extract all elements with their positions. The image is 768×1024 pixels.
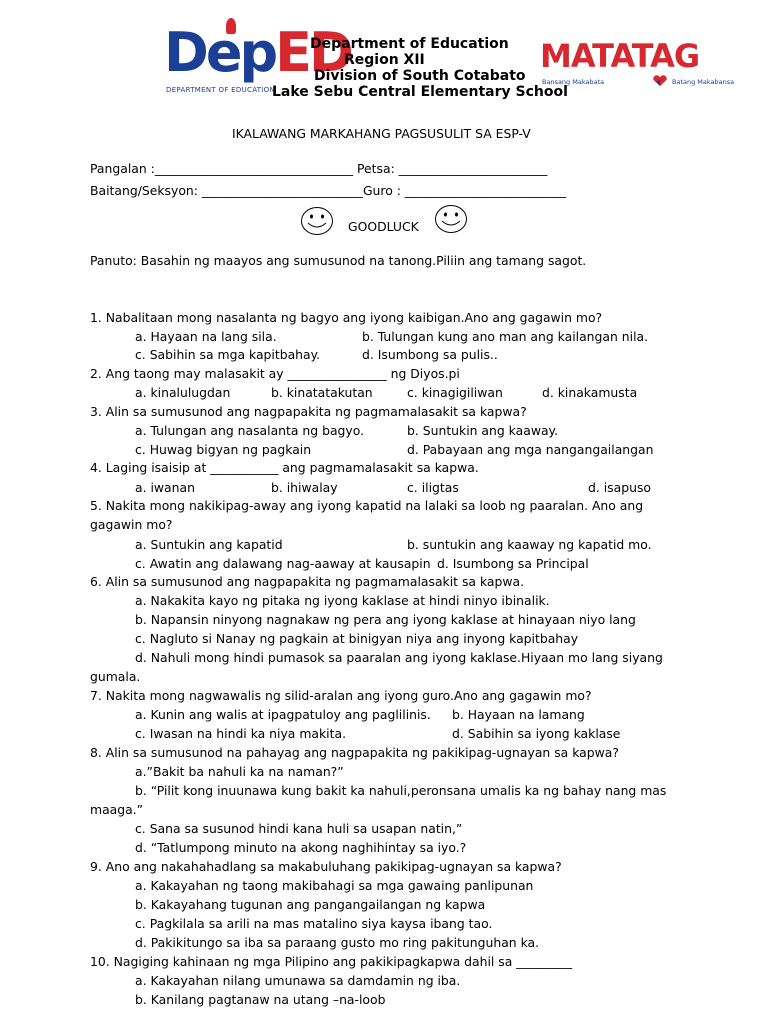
question-4: 4. Laging isaisip at ___________ ang pagmamalasakit sa kapwa.: [90, 460, 479, 475]
choice-9d: d. Pakikitungo sa iba sa paraang gusto mo ring pakitunguhan ka.: [135, 935, 540, 950]
choice-6c: c. Nagluto si Nanay ng pagkain at binigyan niya ang inyong kapitbahay: [135, 631, 579, 646]
choice-3b: b. Suntukin ang kaaway.: [407, 423, 559, 438]
choice-7d: d. Sabihin sa iyong kaklase: [452, 726, 621, 741]
smiley-icon: [434, 204, 468, 234]
choice-8b: b. “Pilit kong inuunawa kung bakit ka nahuli,peronsana umalis ka ng bahay nang mas: [135, 783, 667, 798]
choice-5b: b. suntukin ang kaaway ng kapatid mo.: [407, 537, 652, 552]
choice-4a: a. iwanan: [135, 480, 195, 495]
question-6: 6. Alin sa sumusunod ang nagpapakita ng pagmamalasakit sa kapwa.: [90, 574, 525, 589]
header-line-division: Division of South Cotabato: [314, 68, 526, 84]
exam-title: IKALAWANG MARKAHANG PAGSUSULIT SA ESP-V: [232, 126, 531, 141]
question-7: 7. Nakita mong nagwawalis ng silid-aralan ang iyong guro.Ano ang gagawin mo?: [90, 688, 592, 703]
question-2: 2. Ang taong may malasakit ay ________________ ng Diyos.pi: [90, 366, 460, 381]
header-line-region: Region XII: [344, 52, 425, 68]
grade-teacher-field: Baitang/Seksyon: __________________________Guro : __________________________: [90, 183, 566, 198]
choice-1a: a. Hayaan na lang sila.: [135, 329, 277, 344]
name-date-field: Pangalan :________________________________ Petsa: ________________________: [90, 161, 548, 176]
choice-2c: c. kinagigiliwan: [407, 385, 503, 400]
matatag-logo-word: MATATAG: [540, 37, 700, 75]
choice-4c: c. iligtas: [407, 480, 459, 495]
question-5-wrap: gagawin mo?: [90, 517, 173, 532]
choice-9a: a. Kakayahan ng taong makibahagi sa mga gawaing panlipunan: [135, 878, 534, 893]
choice-1d: d. Isumbong sa pulis..: [362, 347, 498, 362]
choice-10b: b. Kanilang pagtanaw na utang –na-loob: [135, 992, 386, 1007]
heart-icon: [652, 75, 668, 87]
choice-1c: c. Sabihin sa mga kapitbahay.: [135, 347, 321, 362]
header-line-school: Lake Sebu Central Elementary School: [272, 84, 568, 100]
choice-2a: a. kinalulugdan: [135, 385, 231, 400]
choice-6d-wrap: gumala.: [90, 669, 141, 684]
question-10: 10. Nagiging kahinaan ng mga Pilipino ang pakikipagkapwa dahil sa _________: [90, 954, 573, 969]
choice-2b: b. kinatatakutan: [271, 385, 373, 400]
choice-2d: d. kinakamusta: [542, 385, 638, 400]
deped-logo-subtitle: DEPARTMENT OF EDUCATION: [166, 86, 276, 94]
question-8: 8. Alin sa sumusunod na pahayag ang nagpapakita ng pakikipag-ugnayan sa kapwa?: [90, 745, 619, 760]
choice-8c: c. Sana sa susunod hindi kana huli sa usapan natin,”: [135, 821, 463, 836]
choice-8b-wrap: maaga.”: [90, 802, 144, 817]
question-9: 9. Ano ang nakahahadlang sa makabuluhang pakikipag-ugnayan sa kapwa?: [90, 859, 562, 874]
choice-6a: a. Nakakita kayo ng pitaka ng iyong kaklase at hindi ninyo ibinalik.: [135, 593, 550, 608]
choice-10a: a. Kakayahan nilang umunawa sa damdamin ng iba.: [135, 973, 461, 988]
goodluck-text: GOODLUCK: [348, 219, 419, 234]
question-5: 5. Nakita mong nakikipag-away ang iyong kapatid na lalaki sa loob ng paaralan. Ano ang: [90, 498, 644, 513]
question-3: 3. Alin sa sumusunod ang nagpapakita ng pagmamalasakit sa kapwa?: [90, 404, 527, 419]
choice-4d: d. isapuso: [588, 480, 651, 495]
header-line-department: Department of Education: [310, 36, 509, 52]
choice-9b: b. Kakayahang tugunan ang pangangailangan ng kapwa: [135, 897, 486, 912]
choice-6d: d. Nahuli mong hindi pumasok sa paaralan ang iyong kaklase.Hiyaan mo lang siyang: [135, 650, 663, 665]
choice-4b: b. ihiwalay: [271, 480, 338, 495]
matatag-tagline-right: Batang Makabansa: [672, 78, 735, 86]
choice-3d: d. Pabayaan ang mga nangangailangan: [407, 442, 654, 457]
choice-3a: a. Tulungan ang nasalanta ng bagyo.: [135, 423, 365, 438]
deped-logo-word: DepED: [164, 21, 351, 84]
question-1: 1. Nabalitaan mong nasalanta ng bagyo ang iyong kaibigan.Ano ang gagawin mo?: [90, 310, 603, 325]
choice-1b: b. Tulungan kung ano man ang kailangan nila.: [362, 329, 649, 344]
choice-9c: c. Pagkilala sa arili na mas matalino siya kaysa ibang tao.: [135, 916, 493, 931]
choice-7b: b. Hayaan na lamang: [452, 707, 585, 722]
choice-8a: a.”Bakit ba nahuli ka na naman?”: [135, 764, 344, 779]
choice-5c: c. Awatin ang dalawang nag-aaway at kausapin: [135, 556, 431, 571]
choice-7a: a. Kunin ang walis at ipagpatuloy ang paglilinis.: [135, 707, 431, 722]
choice-3c: c. Huwag bigyan ng pagkain: [135, 442, 312, 457]
matatag-tagline-left: Bansang Makabata: [542, 78, 605, 86]
instructions: Panuto: Basahin ng maayos ang sumusunod na tanong.Piliin ang tamang sagot.: [90, 253, 587, 268]
choice-7c: c. Iwasan na hindi ka niya makita.: [135, 726, 347, 741]
choice-5a: a. Suntukin ang kapatid: [135, 537, 283, 552]
choice-5d: d. Isumbong sa Principal: [437, 556, 589, 571]
choice-6b: b. Napansin ninyong nagnakaw ng pera ang iyong kaklase at hinayaan niyo lang: [135, 612, 636, 627]
smiley-icon: [300, 206, 334, 236]
choice-8d: d. “Tatlumpong minuto na akong naghihintay sa iyo.?: [135, 840, 467, 855]
